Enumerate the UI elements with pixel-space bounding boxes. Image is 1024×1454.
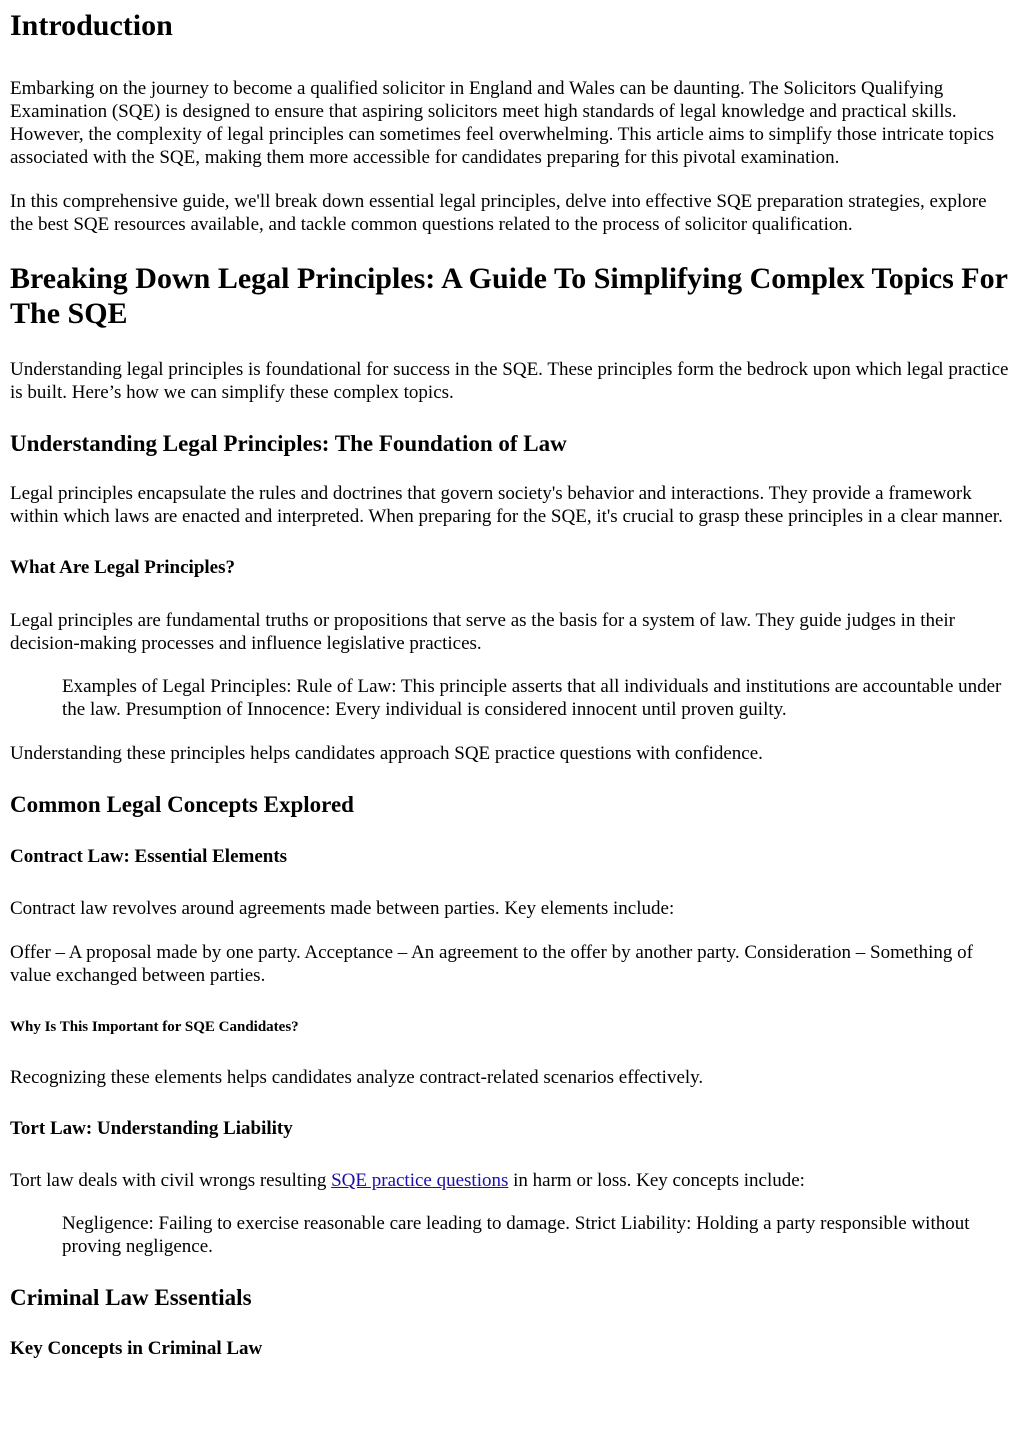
heading-understanding-legal-principles: Understanding Legal Principles: The Foundation of Law [10, 431, 567, 456]
heading-common-legal-concepts: Common Legal Concepts Explored [10, 792, 354, 817]
tort-text-before-link: Tort law deals with civil wrongs resulting [10, 1170, 332, 1191]
what-are-paragraph: Legal principles are fundamental truths or propositions that serve as the basis for a system of law. They guide judges in their decision-making processes and influence legislative practices. [10, 610, 956, 654]
heading-key-concepts-criminal-law: Key Concepts in Criminal Law [10, 1338, 263, 1359]
breaking-paragraph: Understanding legal principles is foundational for success in the SQE. These principles form the bedrock upon which legal practice is built. Here’s how we can simplify these complex topics. [10, 359, 1009, 403]
intro-paragraph-1: Embarking on the journey to become a qualified solicitor in England and Wales can be daunting. The Solicitors Qualifying Examination (SQE) is designed to ensure that aspiring solicitors meet high standards of legal knowledge and practical skills. However, the complexity of legal principles can sometimes feel overwhelming. This article aims to simplify those intricate topics associated with the SQE, making them more accessible for candidates preparing for this pivotal examination. [10, 78, 994, 168]
intro-paragraph-2: In this comprehensive guide, we'll break down essential legal principles, delve into effective SQE preparation strategies, explore the best SQE resources available, and tackle common questions related to the process of solicitor qualification. [10, 191, 987, 235]
contract-paragraph-1: Contract law revolves around agreements made between parties. Key elements include: [10, 898, 675, 919]
tort-concepts-quote: Negligence: Failing to exercise reasonable care leading to damage. Strict Liability: Holding a party responsible without proving negligence. [62, 1213, 970, 1257]
tort-paragraph [10, 1169, 1014, 1192]
article [0, 8, 1024, 1360]
sqe-practice-questions-link[interactable]: SQE practice questions [331, 1170, 509, 1191]
heading-what-are-legal-principles: What Are Legal Principles? [10, 557, 235, 578]
legal-principles-examples-quote: Examples of Legal Principles: Rule of Law: This principle asserts that all individuals and institutions are accountable under the law. Presumption of Innocence: Every individual is considered innocent until proven guilty. [62, 676, 1002, 720]
heading-introduction: Introduction [10, 9, 173, 42]
what-are-closing-paragraph: Understanding these principles helps candidates approach SQE practice questions with confidence. [10, 743, 763, 764]
heading-why-important: Why Is This Important for SQE Candidates? [10, 1019, 299, 1035]
tort-text-after-link: in harm or loss. Key concepts include: [508, 1170, 805, 1191]
why-paragraph: Recognizing these elements helps candidates analyze contract-related scenarios effectively. [10, 1067, 704, 1088]
heading-contract-law: Contract Law: Essential Elements [10, 846, 288, 867]
heading-criminal-law-essentials: Criminal Law Essentials [10, 1285, 252, 1310]
contract-paragraph-2: Offer – A proposal made by one party. Acceptance – An agreement to the offer by another party. Consideration – Something of value exchanged between parties. [10, 942, 973, 986]
heading-breaking-down: Breaking Down Legal Principles: A Guide To Simplifying Complex Topics For The SQE [10, 262, 1008, 330]
heading-tort-law: Tort Law: Understanding Liability [10, 1118, 293, 1139]
understanding-paragraph: Legal principles encapsulate the rules and doctrines that govern society's behavior and interactions. They provide a framework within which laws are enacted and interpreted. When preparing for the SQE, it's crucial to grasp these principles in a clear manner. [10, 483, 1003, 527]
